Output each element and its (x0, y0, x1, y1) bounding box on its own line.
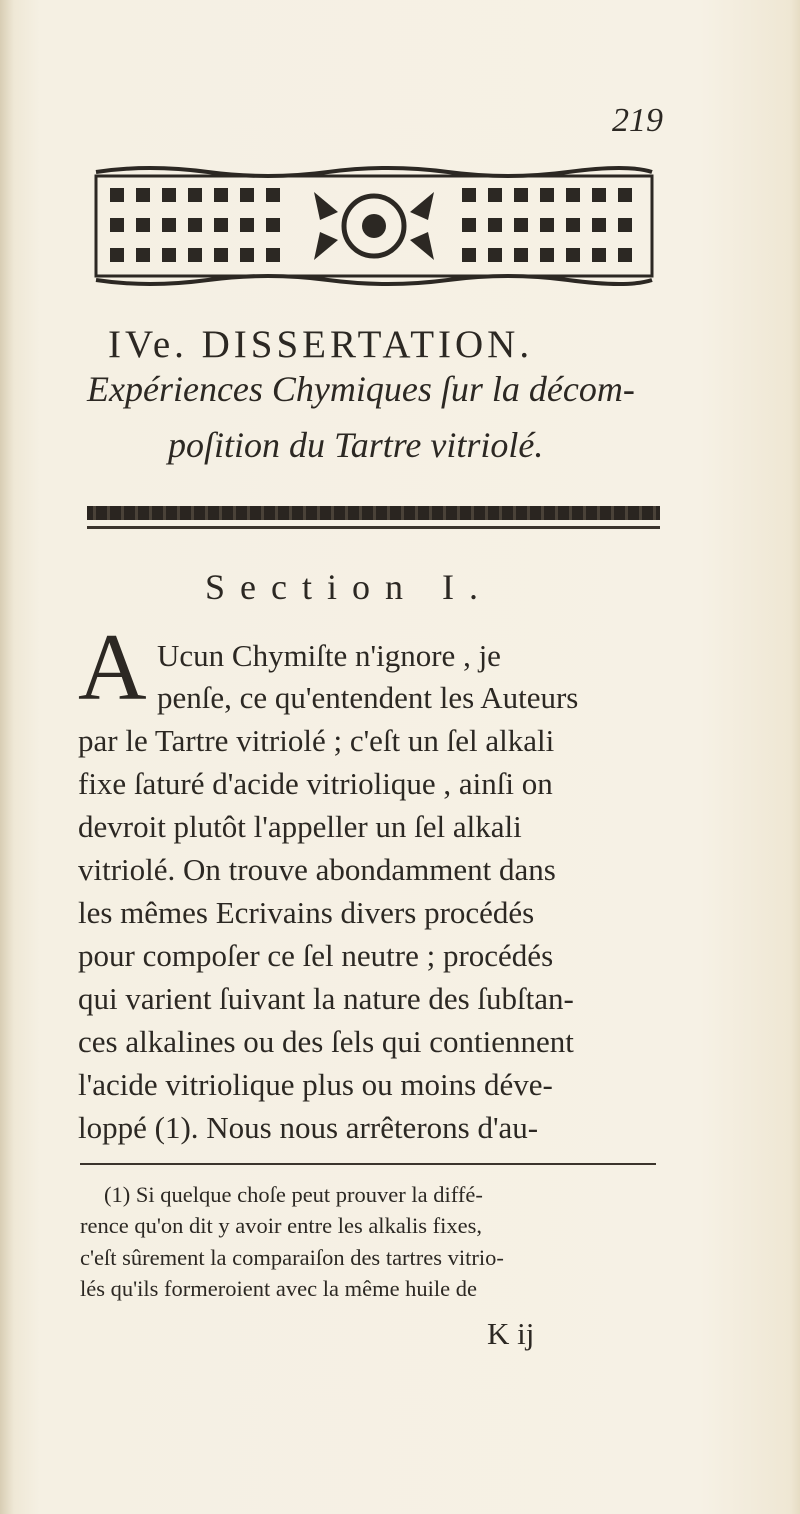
body-line: fixe ſaturé d'acide vitriolique , ainſi on (78, 766, 553, 801)
footnote-line: c'eſt sûrement la comparaiſon des tartres vitrio- (80, 1245, 504, 1270)
thin-rule (87, 526, 660, 529)
body-line: par le Tartre vitriolé ; c'eſt un ſel alkali (78, 723, 555, 758)
body-line: pour compoſer ce ſel neutre ; procédés (78, 938, 554, 973)
footnote-rule (80, 1163, 656, 1165)
body-line: l'acide vitriolique plus ou moins déve- (78, 1067, 553, 1102)
signature-mark: K ij (487, 1316, 535, 1351)
body-line: loppé (1). Nous nous arrêterons d'au- (78, 1110, 539, 1145)
footnote-line: lés qu'ils formeroient avec la même huile de (80, 1276, 478, 1301)
dissertation-title: IVe. DISSERTATION. (108, 323, 534, 366)
body-line: devroit plutôt l'appeller un ſel alkali (78, 809, 522, 844)
footnote-line: (1) Si quelque choſe peut prouver la diffé- (104, 1182, 483, 1207)
drop-cap: A (78, 614, 147, 720)
body-line: Ucun Chymiſte n'ignore , je (157, 638, 501, 673)
body-line: penſe, ce qu'entendent les Auteurs (157, 680, 579, 715)
headpiece-ornament (88, 162, 660, 292)
footnote-line: rence qu'on dit y avoir entre les alkalis fixes, (80, 1213, 483, 1238)
subtitle-line-1: Expériences Chymiques ſur la décom- (87, 369, 635, 409)
page-number: 219 (612, 102, 663, 139)
section-heading: Section I. (205, 567, 493, 607)
body-line: vitriolé. On trouve abondamment dans (78, 852, 556, 887)
body-line: les mêmes Ecrivains divers procédés (78, 895, 535, 930)
body-line: qui varient ſuivant la nature des ſubſtan- (78, 981, 574, 1016)
body-line: ces alkalines ou des ſels qui contiennent (78, 1024, 574, 1059)
decorative-rule (87, 506, 660, 520)
subtitle-line-2: poſition du Tartre vitriolé. (168, 425, 544, 465)
